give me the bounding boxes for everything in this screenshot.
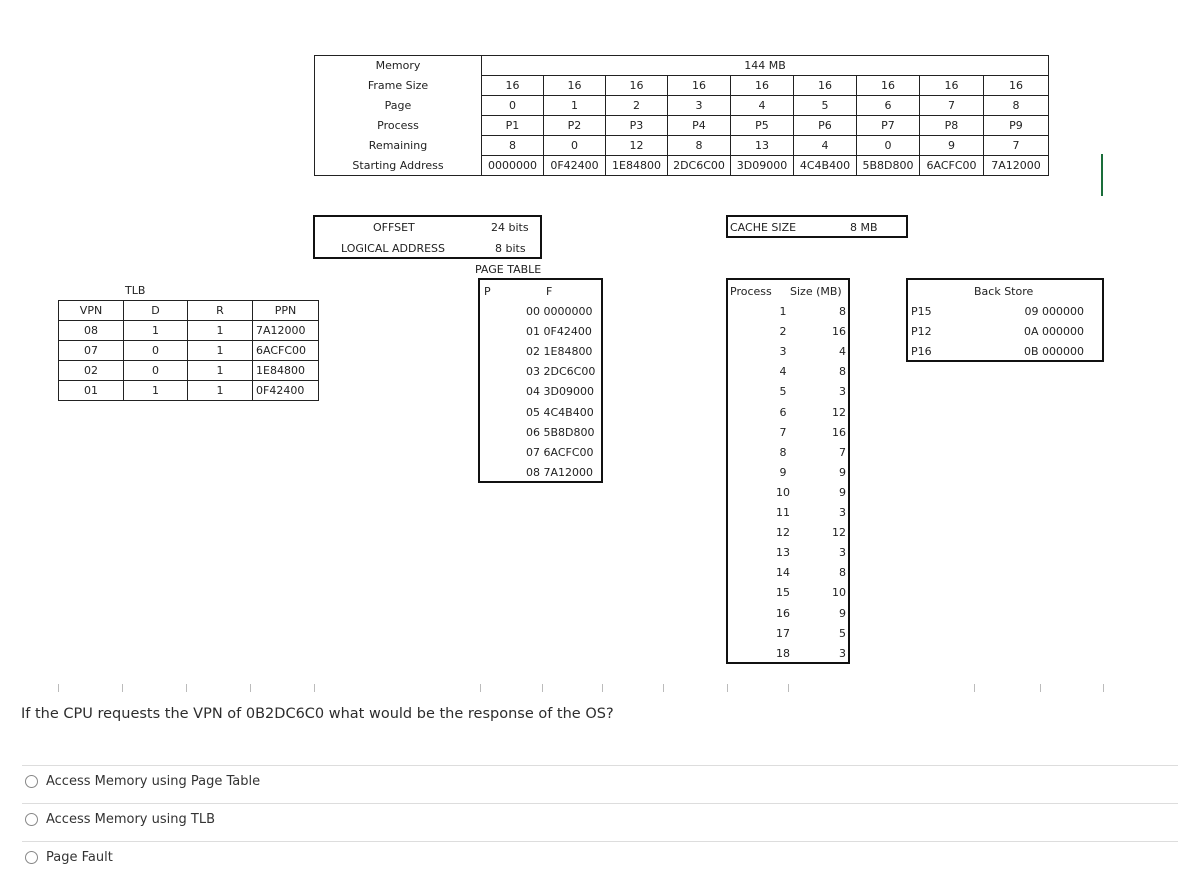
page-table-entry: 07 6ACFC00	[526, 445, 594, 459]
memory-cell: 16	[857, 76, 920, 96]
process-id: 6	[779, 405, 787, 419]
memory-cell: 5	[794, 96, 857, 116]
memory-cell: P2	[544, 116, 606, 136]
tlb-cell: 01	[59, 381, 124, 401]
back-store-table	[906, 278, 1104, 362]
memory-cell: 8	[668, 136, 731, 156]
process-id: 7	[779, 425, 787, 439]
page-table-entry: 01 0F42400	[526, 325, 592, 339]
memory-cell: 6ACFC00	[920, 156, 984, 176]
tlb-title: TLB	[125, 284, 146, 297]
option-page-fault[interactable]	[25, 850, 113, 865]
back-store-address: 09 000000	[1024, 305, 1084, 318]
memory-cell: 16	[794, 76, 857, 96]
memory-row-label: Remaining	[315, 136, 482, 156]
process-size: 8	[839, 365, 846, 379]
memory-cell: P1	[482, 116, 544, 136]
memory-cell: 4	[731, 96, 794, 116]
tlb-cell: 1	[124, 381, 188, 401]
gridline-tick	[250, 684, 251, 692]
page-table-entry: 04 3D09000	[526, 385, 594, 399]
logical-address-label: LOGICAL ADDRESS	[341, 242, 446, 255]
tlb-header-cell: R	[188, 301, 253, 321]
page-table-entry: 00 0000000	[526, 305, 593, 318]
memory-cell: 16	[984, 76, 1049, 96]
radio-button-icon[interactable]	[25, 851, 38, 864]
memory-row-label: Frame Size	[315, 76, 482, 96]
process-size: 8	[839, 566, 846, 580]
process-id: 13	[776, 546, 790, 560]
page-table-title: PAGE TABLE	[475, 263, 542, 276]
page-table-entry: 05 4C4B400	[526, 405, 594, 419]
memory-cell: 0000000	[482, 156, 544, 176]
gridline-tick	[542, 684, 543, 692]
gridline-tick	[602, 684, 603, 692]
memory-cell: 9	[920, 136, 984, 156]
memory-cell: 0	[857, 136, 920, 156]
memory-cell: 2DC6C00	[668, 156, 731, 176]
process-id: 8	[779, 445, 787, 459]
memory-row-label: Page	[315, 96, 482, 116]
memory-cell: 7	[984, 136, 1049, 156]
process-header: Process	[730, 285, 772, 298]
option-label: Access Memory using Page Table	[46, 774, 261, 789]
gridline-tick	[1040, 684, 1041, 692]
page-table-entry: 08 7A12000	[526, 465, 594, 479]
process-size: 9	[839, 606, 846, 620]
tlb-cell: 1	[188, 361, 253, 381]
process-size: 12	[832, 526, 846, 540]
cache-size-value: 8 MB	[850, 221, 878, 234]
divider	[22, 803, 1178, 804]
gridline-tick	[314, 684, 315, 692]
memory-cell: 16	[606, 76, 668, 96]
memory-cell: 3D09000	[731, 156, 794, 176]
memory-cell: 8	[482, 136, 544, 156]
process-id: 16	[776, 606, 790, 620]
gridline-tick	[480, 684, 481, 692]
option-label: Page Fault	[46, 850, 113, 865]
tlb-cell: 1	[188, 381, 253, 401]
tlb-cell: 0	[124, 341, 188, 361]
process-size: 7	[839, 445, 846, 459]
tlb-cell: 6ACFC00	[253, 341, 319, 361]
gridline-tick	[122, 684, 123, 692]
back-store-title: Back Store	[974, 285, 1034, 298]
radio-button-icon[interactable]	[25, 775, 38, 788]
memory-cell: P6	[794, 116, 857, 136]
tlb-cell: 0	[124, 361, 188, 381]
gridline-tick	[1103, 684, 1104, 692]
cache-size-box	[726, 215, 908, 238]
memory-cell: 16	[731, 76, 794, 96]
tlb-cell: 0F42400	[253, 381, 319, 401]
tlb-cell: 1E84800	[253, 361, 319, 381]
process-id: 17	[776, 626, 790, 640]
process-size: 3	[839, 546, 846, 560]
process-size: 12	[832, 405, 846, 419]
memory-cell: 1	[544, 96, 606, 116]
memory-cell: P5	[731, 116, 794, 136]
memory-cell: 0F42400	[544, 156, 606, 176]
process-id: 14	[776, 566, 790, 580]
memory-cell: 16	[482, 76, 544, 96]
process-size: 8	[839, 305, 846, 318]
memory-cell: 7	[920, 96, 984, 116]
radio-button-icon[interactable]	[25, 813, 38, 826]
option-page-table[interactable]	[25, 774, 260, 789]
memory-row-label: Starting Address	[315, 156, 482, 176]
process-id: 15	[776, 586, 790, 600]
gridline-tick	[788, 684, 789, 692]
memory-cell: 12	[606, 136, 668, 156]
memory-row-label: Memory	[315, 56, 482, 76]
page-table-col-p: P	[484, 285, 491, 298]
tlb-cell: 1	[188, 321, 253, 341]
memory-cell: P3	[606, 116, 668, 136]
process-id: 12	[776, 526, 790, 540]
memory-cell: 16	[544, 76, 606, 96]
size-header: Size (MB)	[790, 285, 842, 298]
memory-cell: 7A12000	[984, 156, 1049, 176]
tlb-cell: 1	[188, 341, 253, 361]
back-store-address: 0B 000000	[1023, 345, 1084, 359]
process-size: 3	[839, 646, 846, 660]
gridline-tick	[974, 684, 975, 692]
memory-size-title: 144 MB	[482, 56, 1049, 76]
back-store-process: P16	[911, 345, 932, 359]
option-label: Access Memory using TLB	[46, 812, 215, 827]
process-id: 4	[779, 365, 787, 379]
offset-label: OFFSET	[373, 221, 415, 234]
offset-value: 24 bits	[491, 221, 529, 234]
back-store-process: P12	[911, 325, 932, 339]
question-text: If the CPU requests the VPN of 0B2DC6C0 what would be the response of the OS?	[21, 706, 614, 722]
memory-cell: 3	[668, 96, 731, 116]
process-id: 11	[776, 506, 790, 519]
back-store-address: 0A 000000	[1023, 325, 1084, 339]
process-size: 9	[839, 465, 846, 479]
divider	[22, 765, 1178, 766]
gridline-tick	[663, 684, 664, 692]
process-id: 10	[776, 485, 790, 499]
process-size: 5	[839, 626, 846, 640]
memory-cell: 4C4B400	[794, 156, 857, 176]
process-size-table	[726, 278, 850, 664]
gridline-tick	[727, 684, 728, 692]
process-size: 9	[839, 485, 846, 499]
page-table-col-f: F	[546, 285, 553, 298]
process-id: 3	[779, 345, 787, 359]
memory-row-label: Process	[315, 116, 482, 136]
divider	[22, 841, 1178, 842]
memory-cell: 1E84800	[606, 156, 668, 176]
memory-cell: 13	[731, 136, 794, 156]
tlb-cell: 07	[59, 341, 124, 361]
memory-cell: P4	[668, 116, 731, 136]
process-id: 5	[779, 385, 787, 399]
process-size: 3	[839, 385, 846, 399]
gridline-tick	[186, 684, 187, 692]
process-id: 1	[779, 305, 787, 318]
process-id: 9	[779, 465, 787, 479]
page-table-entry: 06 5B8D800	[526, 425, 595, 439]
tlb-cell: 7A12000	[253, 321, 319, 341]
process-size: 4	[839, 345, 846, 359]
page-table-entry: 02 1E84800	[526, 345, 593, 359]
memory-cell: 4	[794, 136, 857, 156]
process-size: 10	[832, 586, 846, 600]
gridline-tick	[58, 684, 59, 692]
process-id: 2	[779, 325, 787, 339]
process-size: 3	[839, 506, 846, 519]
memory-cell: 0	[544, 136, 606, 156]
address-box	[313, 215, 542, 259]
tlb-cell: 02	[59, 361, 124, 381]
text-cursor	[1101, 154, 1103, 196]
memory-cell: P7	[857, 116, 920, 136]
page-table	[478, 278, 603, 483]
process-id: 18	[776, 646, 790, 660]
process-size: 16	[832, 425, 846, 439]
memory-cell: P9	[984, 116, 1049, 136]
tlb-header-cell: PPN	[253, 301, 319, 321]
page-table-entry: 03 2DC6C00	[526, 365, 596, 379]
memory-cell: 16	[920, 76, 984, 96]
memory-cell: 5B8D800	[857, 156, 920, 176]
memory-cell: 16	[668, 76, 731, 96]
tlb-cell: 08	[59, 321, 124, 341]
memory-cell: 2	[606, 96, 668, 116]
back-store-process: P15	[911, 305, 932, 318]
memory-cell: P8	[920, 116, 984, 136]
process-size: 16	[832, 325, 846, 339]
tlb-header-cell: VPN	[59, 301, 124, 321]
logical-address-value: 8 bits	[495, 242, 526, 255]
memory-cell: 0	[482, 96, 544, 116]
memory-cell: 8	[984, 96, 1049, 116]
option-tlb[interactable]	[25, 812, 215, 827]
tlb-header-cell: D	[124, 301, 188, 321]
memory-cell: 6	[857, 96, 920, 116]
tlb-cell: 1	[124, 321, 188, 341]
cache-size-label: CACHE SIZE	[730, 221, 797, 234]
